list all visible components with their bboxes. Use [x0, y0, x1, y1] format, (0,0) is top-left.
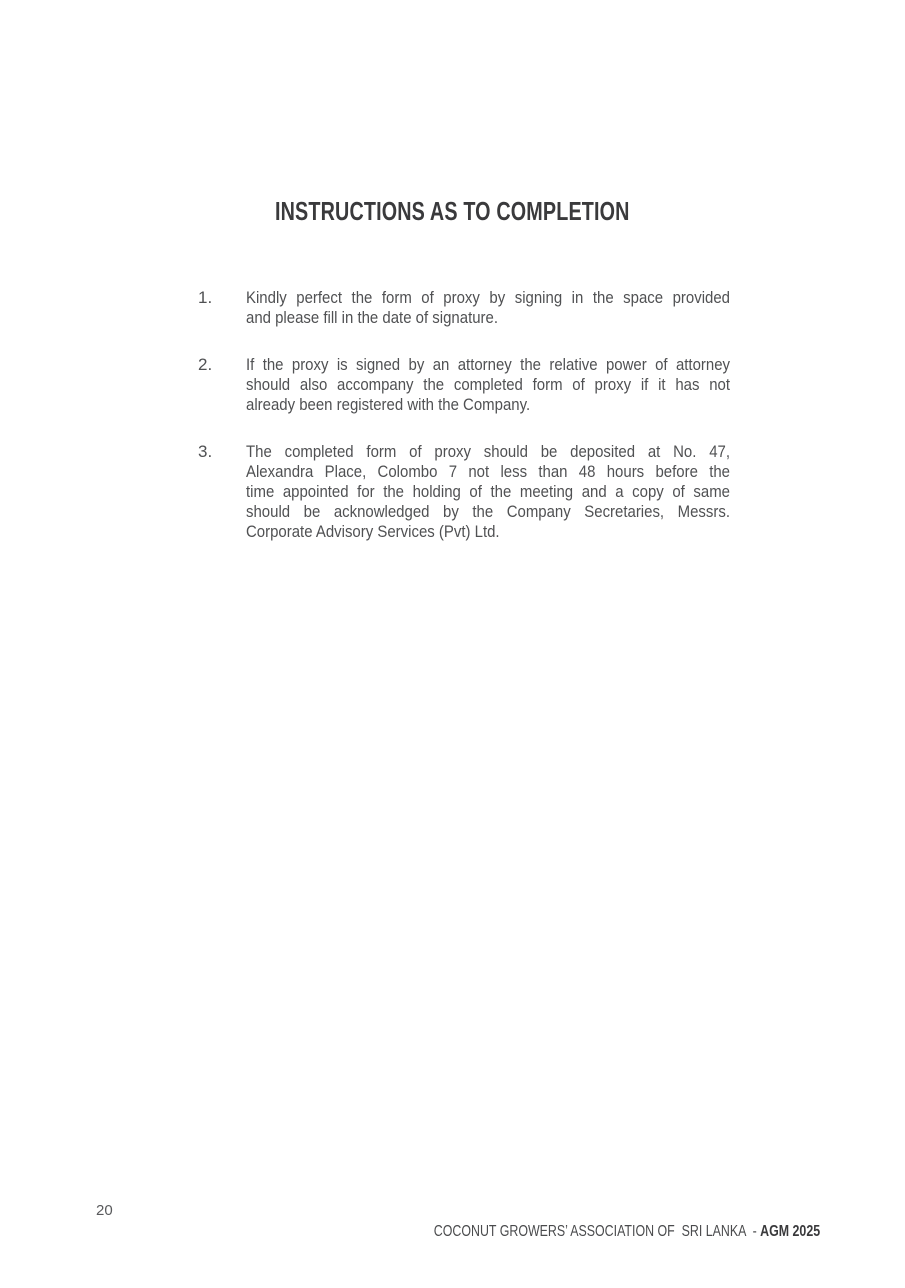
instruction-list [0, 288, 905, 542]
instruction-item-3 [198, 442, 905, 542]
text-line: Kindly perfect the form of proxy by signing in the space provided [246, 287, 730, 307]
text-line: Alexandra Place, Colombo 7 not less than 48 hours before the [246, 461, 730, 481]
text-line: time appointed for the holding of the meeting and a copy of same [246, 481, 730, 501]
item-text [246, 355, 730, 415]
text-line: Corporate Advisory Services (Pvt) Ltd. [246, 521, 500, 541]
text-line: The completed form of proxy should be deposited at No. 47, [246, 441, 730, 461]
item-text [246, 442, 730, 542]
item-number: 2. [198, 354, 213, 374]
association-name: COCONUT GROWERS’ ASSOCIATION OF SRI LANKA - [433, 1223, 761, 1240]
instruction-item-2 [198, 355, 905, 415]
text-line: should be acknowledged by the Company Secretaries, Messrs. [246, 501, 730, 521]
instruction-item-1 [198, 288, 905, 328]
text-line: should also accompany the completed form of proxy if it has not [246, 374, 730, 394]
footer-association-line [420, 1202, 820, 1262]
page-title: INSTRUCTIONS AS TO COMPLETION [275, 196, 630, 227]
agm-label: AGM 2025 [760, 1223, 820, 1240]
text-line: If the proxy is signed by an attorney the relative power of attorney [246, 354, 730, 374]
item-number: 1. [198, 287, 213, 307]
page-number: 20 [96, 1202, 113, 1219]
text-line: and please fill in the date of signature. [246, 307, 499, 327]
text-line: already been registered with the Company. [246, 394, 531, 414]
item-text [246, 288, 730, 328]
heading-container [0, 181, 905, 242]
item-number: 3. [198, 441, 213, 461]
